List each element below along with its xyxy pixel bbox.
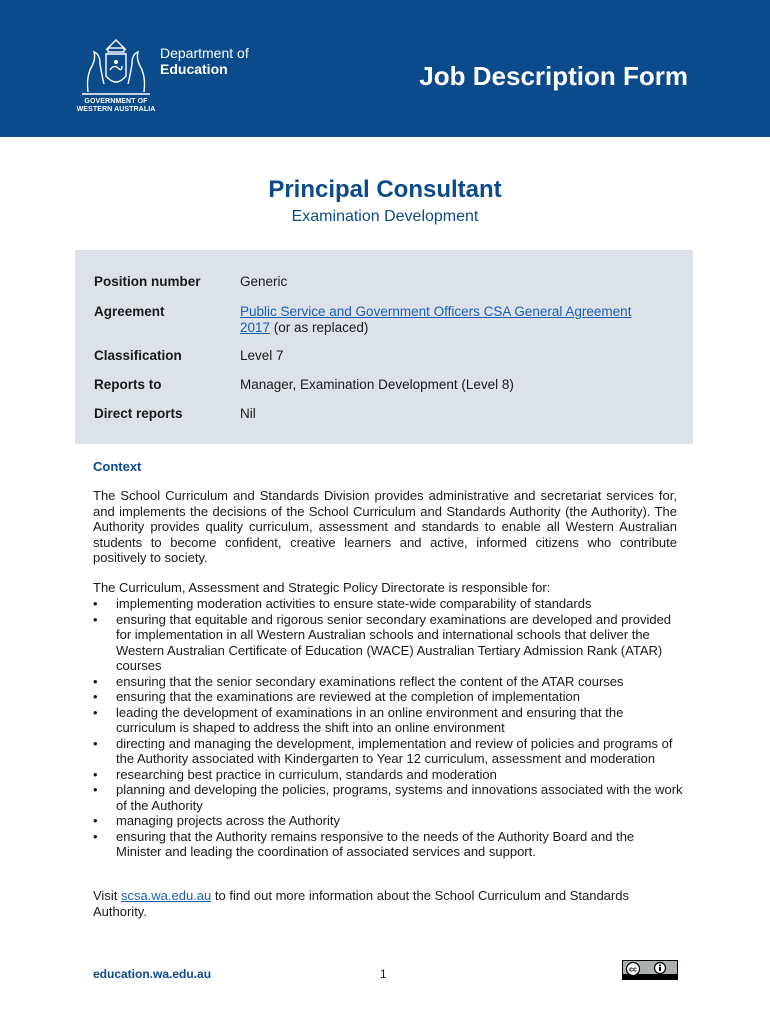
list-item: • leading the development of examinations in an online environment and ensuring that the curriculum is shaped to address the shift into an online environment <box>93 705 683 736</box>
form-title: Job Description Form <box>419 61 688 91</box>
page-subtitle: Examination Development <box>291 208 479 225</box>
context-heading: Context <box>93 459 142 474</box>
government-line2: WESTERN AUSTRALIA <box>76 106 156 113</box>
position-info-box <box>75 250 693 444</box>
info-value: Nil <box>240 406 256 421</box>
wa-government-crest-icon <box>78 36 154 98</box>
visit-prefix: Visit <box>93 888 121 903</box>
info-label: Position number <box>94 274 201 289</box>
agreement-link-year[interactable]: 2017 <box>240 320 271 335</box>
info-value <box>240 304 670 336</box>
info-label: Agreement <box>94 304 165 319</box>
department-line1: Department of <box>160 45 249 61</box>
agreement-link[interactable]: Public Service and Government Officers CSA General Agreement <box>240 304 632 319</box>
responsibilities-list <box>93 596 683 860</box>
context-paragraph: The School Curriculum and Standards Division provides administrative and secretariat services for, and implements the decisions of the School Curriculum and Standards Authority (the Authority). The Authority provides quality curriculum, assessment and standards to enable all Western Australian students to become confident, creative learners and active, informed citizens who contribute positively to society. <box>93 488 677 566</box>
list-item: • ensuring that the examinations are reviewed at the completion of implementation <box>93 689 683 705</box>
info-value: Manager, Examination Development (Level 8) <box>240 377 514 392</box>
list-item: • ensuring that the senior secondary examinations reflect the content of the ATAR courses <box>93 674 683 690</box>
info-label: Direct reports <box>94 406 183 421</box>
creative-commons-by-icon <box>622 960 678 980</box>
page-title: Principal Consultant <box>268 176 502 203</box>
info-value: Level 7 <box>240 348 284 363</box>
department-name <box>160 45 249 77</box>
info-value: Generic <box>240 274 288 289</box>
responsibilities-intro: The Curriculum, Assessment and Strategic Policy Directorate is responsible for: <box>93 580 551 595</box>
list-item: • ensuring that the Authority remains responsive to the needs of the Authority Board and the Minister and leading the coordination of associated services and support. <box>93 829 683 860</box>
svg-text:cc: cc <box>629 966 637 974</box>
visit-paragraph <box>93 888 683 919</box>
government-line1: GOVERNMENT OF <box>84 98 148 105</box>
footer-website[interactable]: education.wa.edu.au <box>93 967 212 981</box>
header-banner <box>0 0 770 137</box>
page-number: 1 <box>380 967 387 981</box>
department-line2: Education <box>160 61 228 77</box>
list-item: • ensuring that equitable and rigorous senior secondary examinations are developed and provided for implementation in all Western Australian schools and international schools that deliver the Western Australian Certificate of Education (WACE) Australian Tertiary Admission Rank (ATAR) courses <box>93 612 683 674</box>
agreement-suffix: (or as replaced) <box>270 320 369 335</box>
list-item: • implementing moderation activities to ensure state-wide comparability of standards <box>93 596 683 612</box>
list-item: • managing projects across the Authority <box>93 813 683 829</box>
list-item: • directing and managing the development, implementation and review of policies and programs of the Authority associated with Kindergarten to Year 12 curriculum, assessment and moderation <box>93 736 683 767</box>
scsa-link[interactable]: scsa.wa.edu.au <box>120 888 212 903</box>
info-label: Reports to <box>94 377 162 392</box>
list-item: • researching best practice in curriculum, standards and moderation <box>93 767 683 783</box>
visit-suffix: to find out more information about the School Curriculum and Standards Authority. <box>93 888 629 919</box>
info-label: Classification <box>94 348 182 363</box>
list-item: • planning and developing the policies, programs, systems and innovations associated with the work of the Authority <box>93 782 683 813</box>
government-label <box>76 98 156 114</box>
